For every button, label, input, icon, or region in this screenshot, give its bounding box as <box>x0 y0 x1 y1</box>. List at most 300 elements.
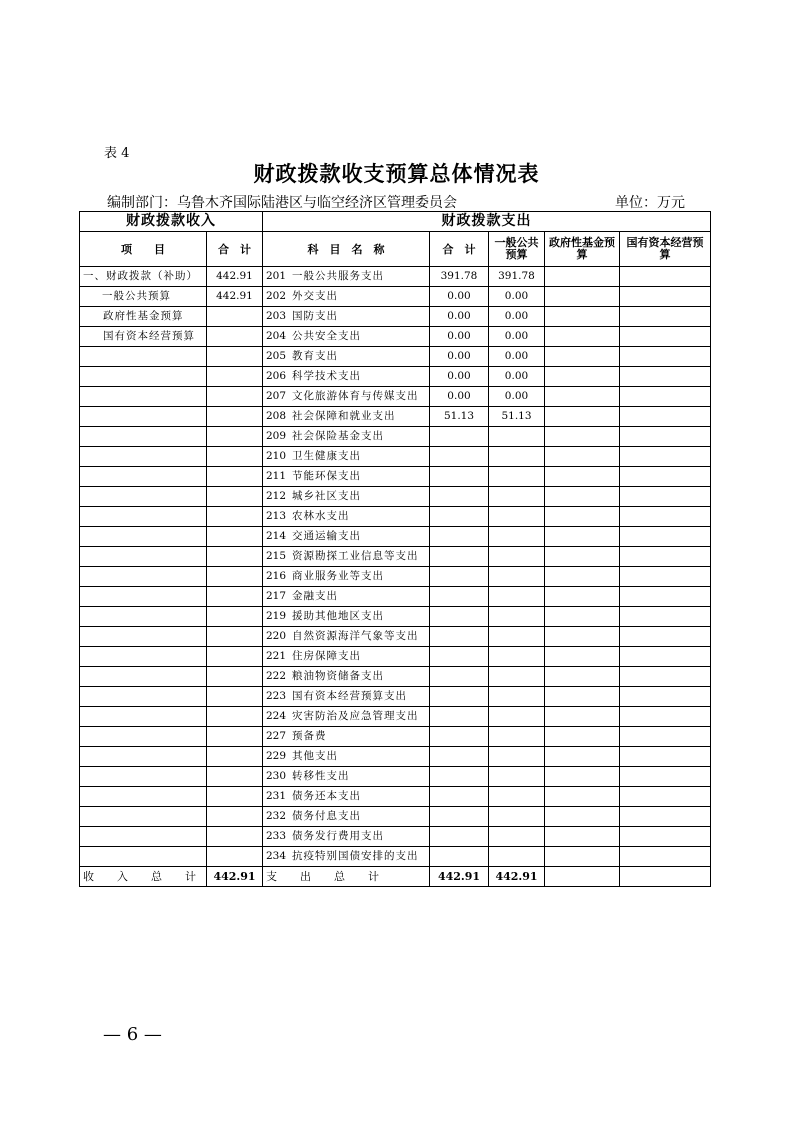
col-header-expense-total: 合 计 <box>430 232 489 267</box>
expense-total-cell <box>430 467 489 487</box>
general-budget-cell <box>489 787 545 807</box>
income-total-cell <box>207 667 263 687</box>
income-item-cell <box>80 827 207 847</box>
expense-subject-cell <box>263 267 430 287</box>
expense-subject-cell <box>263 787 430 807</box>
soe-budget-cell <box>620 547 711 567</box>
expense-subject-cell <box>263 707 430 727</box>
expense-total-cell: 0.00 <box>430 367 489 387</box>
income-item-cell <box>80 547 207 567</box>
income-item-cell: 一般公共预算 <box>80 287 207 307</box>
subject-code: 203 <box>266 310 287 322</box>
table-row <box>80 847 711 867</box>
table-number: 表 4 <box>104 146 130 161</box>
soe-budget-cell <box>620 667 711 687</box>
general-budget-cell <box>489 427 545 447</box>
subject-name: 农林水支出 <box>292 510 350 522</box>
general-budget-cell <box>489 587 545 607</box>
expense-total-cell: 391.78 <box>430 267 489 287</box>
fund-budget-cell <box>545 327 620 347</box>
expense-total-cell <box>430 427 489 447</box>
soe-budget-cell <box>620 747 711 767</box>
expense-total-cell <box>430 447 489 467</box>
table-row <box>80 507 711 527</box>
table-row <box>80 427 711 447</box>
income-total-cell: 442.91 <box>207 267 263 287</box>
column-header-row <box>80 232 711 267</box>
subject-name: 债务还本支出 <box>292 790 362 802</box>
income-item-cell <box>80 847 207 867</box>
table-row <box>80 407 711 427</box>
soe-budget-cell <box>620 267 711 287</box>
col-header-soe-budget: 国有资本经营预算 <box>620 232 711 267</box>
subject-name: 粮油物资储备支出 <box>292 670 385 682</box>
table-row <box>80 647 711 667</box>
col-header-item: 项 目 <box>80 232 207 267</box>
expense-subject-cell <box>263 527 430 547</box>
table-row <box>80 547 711 567</box>
subject-code: 231 <box>266 790 287 802</box>
table-row <box>80 307 711 327</box>
table-row <box>80 587 711 607</box>
table-row <box>80 447 711 467</box>
subject-code: 202 <box>266 290 287 302</box>
income-item-cell <box>80 587 207 607</box>
income-item-cell <box>80 347 207 367</box>
subject-code: 215 <box>266 550 287 562</box>
expense-total-cell: 0.00 <box>430 327 489 347</box>
general-budget-cell <box>489 507 545 527</box>
table-row <box>80 387 711 407</box>
expense-subject-cell <box>263 367 430 387</box>
soe-budget-cell <box>620 727 711 747</box>
expense-total-cell <box>430 607 489 627</box>
general-budget-cell: 0.00 <box>489 387 545 407</box>
table-row <box>80 787 711 807</box>
expense-subject-cell <box>263 767 430 787</box>
table-row <box>80 687 711 707</box>
general-budget-cell <box>489 707 545 727</box>
general-budget-cell: 391.78 <box>489 267 545 287</box>
general-budget-cell <box>489 847 545 867</box>
expense-section-header: 财政拨款支出 <box>263 212 711 232</box>
expense-subject-cell <box>263 627 430 647</box>
soe-budget-cell <box>620 607 711 627</box>
subject-code: 230 <box>266 770 287 782</box>
income-item-cell <box>80 487 207 507</box>
soe-budget-cell <box>620 567 711 587</box>
general-budget-cell: 0.00 <box>489 307 545 327</box>
expense-subject-cell <box>263 427 430 447</box>
expense-subject-cell <box>263 607 430 627</box>
income-total-cell <box>207 367 263 387</box>
soe-budget-cell <box>620 447 711 467</box>
soe-total-value <box>620 867 711 887</box>
subject-name: 社会保障和就业支出 <box>292 410 396 422</box>
general-budget-cell <box>489 827 545 847</box>
income-item-cell <box>80 807 207 827</box>
expense-subject-cell <box>263 727 430 747</box>
income-total-cell <box>207 687 263 707</box>
expense-subject-cell <box>263 407 430 427</box>
income-item-cell <box>80 787 207 807</box>
fund-budget-cell <box>545 747 620 767</box>
fund-budget-cell <box>545 847 620 867</box>
subject-code: 227 <box>266 730 287 742</box>
general-budget-cell <box>489 627 545 647</box>
subject-name: 一般公共服务支出 <box>292 270 385 282</box>
subject-code: 216 <box>266 570 287 582</box>
income-item-cell <box>80 407 207 427</box>
fund-budget-cell <box>545 607 620 627</box>
fund-budget-cell <box>545 767 620 787</box>
subject-name: 卫生健康支出 <box>292 450 362 462</box>
fund-budget-cell <box>545 447 620 467</box>
expense-total-cell <box>430 847 489 867</box>
income-item-cell <box>80 387 207 407</box>
table-row <box>80 487 711 507</box>
income-total-cell <box>207 847 263 867</box>
table-row <box>80 827 711 847</box>
income-total-cell <box>207 607 263 627</box>
soe-budget-cell <box>620 807 711 827</box>
expense-total-cell <box>430 747 489 767</box>
expense-subject-cell <box>263 507 430 527</box>
general-budget-cell: 0.00 <box>489 327 545 347</box>
fund-budget-cell <box>545 427 620 447</box>
expense-total-cell: 0.00 <box>430 287 489 307</box>
income-total-cell <box>207 827 263 847</box>
income-total-cell <box>207 767 263 787</box>
general-budget-cell: 0.00 <box>489 347 545 367</box>
subject-code: 210 <box>266 450 287 462</box>
subject-code: 232 <box>266 810 287 822</box>
fund-budget-cell <box>545 387 620 407</box>
soe-budget-cell <box>620 507 711 527</box>
expense-total-cell <box>430 767 489 787</box>
subject-code: 217 <box>266 590 287 602</box>
income-total-cell <box>207 567 263 587</box>
fund-budget-cell <box>545 527 620 547</box>
income-item-cell <box>80 527 207 547</box>
soe-budget-cell <box>620 487 711 507</box>
general-budget-cell <box>489 467 545 487</box>
subject-name: 债务发行费用支出 <box>292 830 385 842</box>
income-item-cell <box>80 687 207 707</box>
general-budget-cell: 0.00 <box>489 287 545 307</box>
expense-total-cell <box>430 647 489 667</box>
expense-total-cell: 0.00 <box>430 307 489 327</box>
subject-name: 灾害防治及应急管理支出 <box>292 710 419 722</box>
income-item-cell <box>80 627 207 647</box>
general-budget-cell <box>489 567 545 587</box>
income-total-cell: 442.91 <box>207 287 263 307</box>
income-item-cell <box>80 767 207 787</box>
page-title: 财政拨款收支预算总体情况表 <box>253 161 540 186</box>
income-section-header: 财政拨款收入 <box>80 212 263 232</box>
income-total-cell <box>207 787 263 807</box>
expense-subject-cell <box>263 687 430 707</box>
expense-total-cell <box>430 567 489 587</box>
expense-total-cell <box>430 827 489 847</box>
subject-code: 211 <box>266 470 287 482</box>
expense-subject-cell <box>263 287 430 307</box>
fund-budget-cell <box>545 787 620 807</box>
subject-name: 城乡社区支出 <box>292 490 362 502</box>
expense-total-cell <box>430 587 489 607</box>
general-budget-cell <box>489 727 545 747</box>
expense-total-value: 442.91 <box>430 867 489 887</box>
subject-code: 212 <box>266 490 287 502</box>
table-row <box>80 527 711 547</box>
subject-name: 商业服务业等支出 <box>292 570 385 582</box>
subject-name: 社会保险基金支出 <box>292 430 385 442</box>
fund-budget-cell <box>545 627 620 647</box>
fund-budget-cell <box>545 807 620 827</box>
soe-budget-cell <box>620 587 711 607</box>
budget-table <box>79 211 711 887</box>
income-item-cell <box>80 507 207 527</box>
income-total-label: 收 入 总 计 <box>80 867 207 887</box>
soe-budget-cell <box>620 467 711 487</box>
soe-budget-cell <box>620 527 711 547</box>
fund-budget-cell <box>545 587 620 607</box>
general-total-value: 442.91 <box>489 867 545 887</box>
table-row <box>80 747 711 767</box>
income-total-cell <box>207 507 263 527</box>
income-total-cell <box>207 707 263 727</box>
expense-total-cell <box>430 627 489 647</box>
table-row <box>80 727 711 747</box>
soe-budget-cell <box>620 347 711 367</box>
soe-budget-cell <box>620 787 711 807</box>
fund-total-value <box>545 867 620 887</box>
income-total-cell <box>207 427 263 447</box>
subject-code: 223 <box>266 690 287 702</box>
expense-subject-cell <box>263 567 430 587</box>
income-item-cell: 政府性基金预算 <box>80 307 207 327</box>
soe-budget-cell <box>620 707 711 727</box>
expense-subject-cell <box>263 547 430 567</box>
subject-code: 234 <box>266 850 287 862</box>
income-total-cell <box>207 807 263 827</box>
subject-code: 204 <box>266 330 287 342</box>
income-item-cell <box>80 467 207 487</box>
expense-subject-cell <box>263 387 430 407</box>
income-total-value: 442.91 <box>207 867 263 887</box>
soe-budget-cell <box>620 427 711 447</box>
subject-name: 国有资本经营预算支出 <box>292 690 408 702</box>
soe-budget-cell <box>620 367 711 387</box>
subject-name: 资源勘探工业信息等支出 <box>292 550 419 562</box>
general-budget-cell <box>489 607 545 627</box>
income-total-cell <box>207 327 263 347</box>
subject-code: 207 <box>266 390 287 402</box>
fund-budget-cell <box>545 307 620 327</box>
general-budget-cell: 51.13 <box>489 407 545 427</box>
expense-subject-cell <box>263 667 430 687</box>
page-number: — 6 — <box>103 1024 162 1045</box>
subject-name: 住房保障支出 <box>292 650 362 662</box>
expense-total-cell <box>430 527 489 547</box>
table-row <box>80 267 711 287</box>
subject-name: 抗疫特别国债安排的支出 <box>292 850 419 862</box>
general-budget-cell <box>489 647 545 667</box>
soe-budget-cell <box>620 627 711 647</box>
table-row <box>80 767 711 787</box>
table-row <box>80 287 711 307</box>
income-item-cell: 一、财政拨款（补助） <box>80 267 207 287</box>
subject-name: 公共安全支出 <box>292 330 362 342</box>
expense-subject-cell <box>263 847 430 867</box>
table-row <box>80 807 711 827</box>
income-item-cell <box>80 427 207 447</box>
general-budget-cell <box>489 687 545 707</box>
table-row <box>80 607 711 627</box>
col-header-general-budget: 一般公共预算 <box>489 232 545 267</box>
subject-code: 206 <box>266 370 287 382</box>
subject-name: 其他支出 <box>292 750 339 762</box>
section-header-row <box>80 212 711 232</box>
expense-total-cell <box>430 487 489 507</box>
table-row <box>80 347 711 367</box>
income-total-cell <box>207 647 263 667</box>
subject-code: 205 <box>266 350 287 362</box>
general-budget-cell <box>489 747 545 767</box>
subject-name: 交通运输支出 <box>292 530 362 542</box>
income-item-cell <box>80 747 207 767</box>
expense-subject-cell <box>263 807 430 827</box>
income-total-cell <box>207 447 263 467</box>
income-item-cell <box>80 727 207 747</box>
income-item-cell <box>80 667 207 687</box>
expense-subject-cell <box>263 447 430 467</box>
soe-budget-cell <box>620 767 711 787</box>
soe-budget-cell <box>620 327 711 347</box>
soe-budget-cell <box>620 407 711 427</box>
col-header-income-total: 合 计 <box>207 232 263 267</box>
subject-name: 债务付息支出 <box>292 810 362 822</box>
fund-budget-cell <box>545 467 620 487</box>
table-row <box>80 667 711 687</box>
fund-budget-cell <box>545 547 620 567</box>
expense-subject-cell <box>263 487 430 507</box>
general-budget-cell <box>489 667 545 687</box>
soe-budget-cell <box>620 847 711 867</box>
fund-budget-cell <box>545 507 620 527</box>
income-total-cell <box>207 727 263 747</box>
subject-code: 220 <box>266 630 287 642</box>
income-total-cell <box>207 347 263 367</box>
unit-label: 单位：万元 <box>615 195 685 211</box>
fund-budget-cell <box>545 827 620 847</box>
general-budget-cell <box>489 807 545 827</box>
fund-budget-cell <box>545 667 620 687</box>
soe-budget-cell <box>620 827 711 847</box>
general-budget-cell <box>489 767 545 787</box>
subject-code: 208 <box>266 410 287 422</box>
expense-total-cell <box>430 667 489 687</box>
subject-code: 224 <box>266 710 287 722</box>
income-total-cell <box>207 527 263 547</box>
income-total-cell <box>207 467 263 487</box>
expense-total-cell: 0.00 <box>430 347 489 367</box>
subject-code: 209 <box>266 430 287 442</box>
expense-total-cell <box>430 547 489 567</box>
expense-total-cell <box>430 727 489 747</box>
general-budget-cell <box>489 447 545 467</box>
income-total-cell <box>207 587 263 607</box>
general-budget-cell <box>489 547 545 567</box>
table-row <box>80 327 711 347</box>
subject-code: 214 <box>266 530 287 542</box>
general-budget-cell <box>489 487 545 507</box>
fund-budget-cell <box>545 267 620 287</box>
table-row <box>80 627 711 647</box>
subject-code: 201 <box>266 270 287 282</box>
soe-budget-cell <box>620 387 711 407</box>
table-row <box>80 707 711 727</box>
expense-subject-cell <box>263 467 430 487</box>
fund-budget-cell <box>545 687 620 707</box>
income-total-cell <box>207 307 263 327</box>
fund-budget-cell <box>545 647 620 667</box>
subject-name: 预备费 <box>292 730 327 742</box>
table-row <box>80 367 711 387</box>
soe-budget-cell <box>620 287 711 307</box>
totals-row <box>80 867 711 887</box>
fund-budget-cell <box>545 287 620 307</box>
income-item-cell <box>80 707 207 727</box>
expense-total-cell: 51.13 <box>430 407 489 427</box>
income-item-cell <box>80 447 207 467</box>
expense-subject-cell <box>263 327 430 347</box>
table-row <box>80 467 711 487</box>
expense-subject-cell <box>263 587 430 607</box>
soe-budget-cell <box>620 307 711 327</box>
expense-subject-cell <box>263 647 430 667</box>
subject-name: 外交支出 <box>292 290 339 302</box>
subject-name: 节能环保支出 <box>292 470 362 482</box>
col-header-fund-budget: 政府性基金预算 <box>545 232 620 267</box>
subject-code: 233 <box>266 830 287 842</box>
subject-code: 221 <box>266 650 287 662</box>
fund-budget-cell <box>545 347 620 367</box>
income-item-cell <box>80 367 207 387</box>
fund-budget-cell <box>545 407 620 427</box>
expense-subject-cell <box>263 747 430 767</box>
fund-budget-cell <box>545 487 620 507</box>
fund-budget-cell <box>545 367 620 387</box>
expense-total-cell <box>430 787 489 807</box>
subject-code: 222 <box>266 670 287 682</box>
department-label: 编制部门：乌鲁木齐国际陆港区与临空经济区管理委员会 <box>107 195 457 211</box>
col-header-subject-name: 科 目 名 称 <box>263 232 430 267</box>
table-row <box>80 567 711 587</box>
subject-name: 国防支出 <box>292 310 339 322</box>
expense-total-label: 支 出 总 计 <box>263 867 430 887</box>
expense-subject-cell <box>263 827 430 847</box>
expense-subject-cell <box>263 347 430 367</box>
general-budget-cell <box>489 527 545 547</box>
income-item-cell: 国有资本经营预算 <box>80 327 207 347</box>
subject-code: 219 <box>266 610 287 622</box>
expense-total-cell <box>430 507 489 527</box>
soe-budget-cell <box>620 647 711 667</box>
subject-code: 229 <box>266 750 287 762</box>
expense-total-cell <box>430 807 489 827</box>
income-item-cell <box>80 607 207 627</box>
